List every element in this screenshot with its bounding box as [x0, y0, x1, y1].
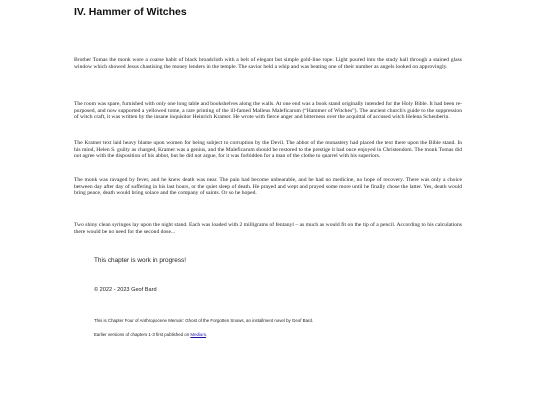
copyright-notice: © 2022 - 2023 Geof Bard	[94, 287, 157, 293]
paragraph-3: The Kramer text laid heavy blame upon women for being subject to corruption by the Devil. The abbot of the monastery had placed the text there upon the Bible stand. In his mind, Helen S. guilty as charged, Kramer was a genius, and the Maleficarum should be restored to the prestige it had once enjoyed in Christendom. The monk Tomas did not agree with the disposition of his abbot, but he did not argue, for it was forbidden for a man of the clothe to quarrel with his superiors.	[74, 140, 462, 160]
chapter-info-note: This is Chapter Four of Anthropocene Memoir: Ghost of the Forgotten Snows, an installment novel by Geof Bard.	[94, 318, 314, 323]
paragraph-4: The monk was ravaged by fever, and he knew death was near. The pain had become unbearable, and he had no medicine, no hope of recovery. There was only a choice between day after day of suffering in his last hours, or the quiet sleep of death. He prayed and wept and prayed some more until he finally chose the latter. Yes, death would bring peace, death would bring solace and the company of saints. Or so he hoped.	[74, 177, 462, 197]
work-in-progress-note: This chapter is work in progress!	[94, 257, 186, 264]
medium-link[interactable]: Medium	[190, 332, 207, 337]
earlier-versions-text: Earlier versions of chapters 1-3 first published on	[94, 332, 191, 337]
chapter-title: IV. Hammer of Witches	[74, 6, 187, 18]
paragraph-1: Brother Tomas the monk wore a coarse habit of black broadcloth with a belt of elegant but simple gold-line rope. Light poured into the study hall through a stained glass window which showed Jesus chastising the money lenders in the temple. The savior held a whip and was beating one of their number as angels looked on approvingly.	[74, 57, 462, 70]
earlier-versions-suffix: .	[206, 332, 208, 337]
paragraph-5: Two shiny clean syringes lay upon the night stand. Each was loaded with 2 milligrams of fentanyl – as much as would fit on the tip of a pencil. According to his calculations there would be no need for the second dose...	[74, 222, 462, 235]
paragraph-2: The room was spare, furnished with only one long table and bookshelves along the walls. At one end was a book stand originally intended for the Holy Bible. It had been re-purposed, and now supported a yellowed tome, a rare printing of the ill-famed Malleus Maleficarum (“Hammer of Witches”). The ancient church's guide to the suppression of witch craft, it was written by the insane inquisitor Heinrich Kramer. He wrote with fierce anger and bitterness over the acquittal of accused witch Helena Scheuberin.	[74, 101, 462, 121]
earlier-versions-note	[94, 332, 207, 337]
